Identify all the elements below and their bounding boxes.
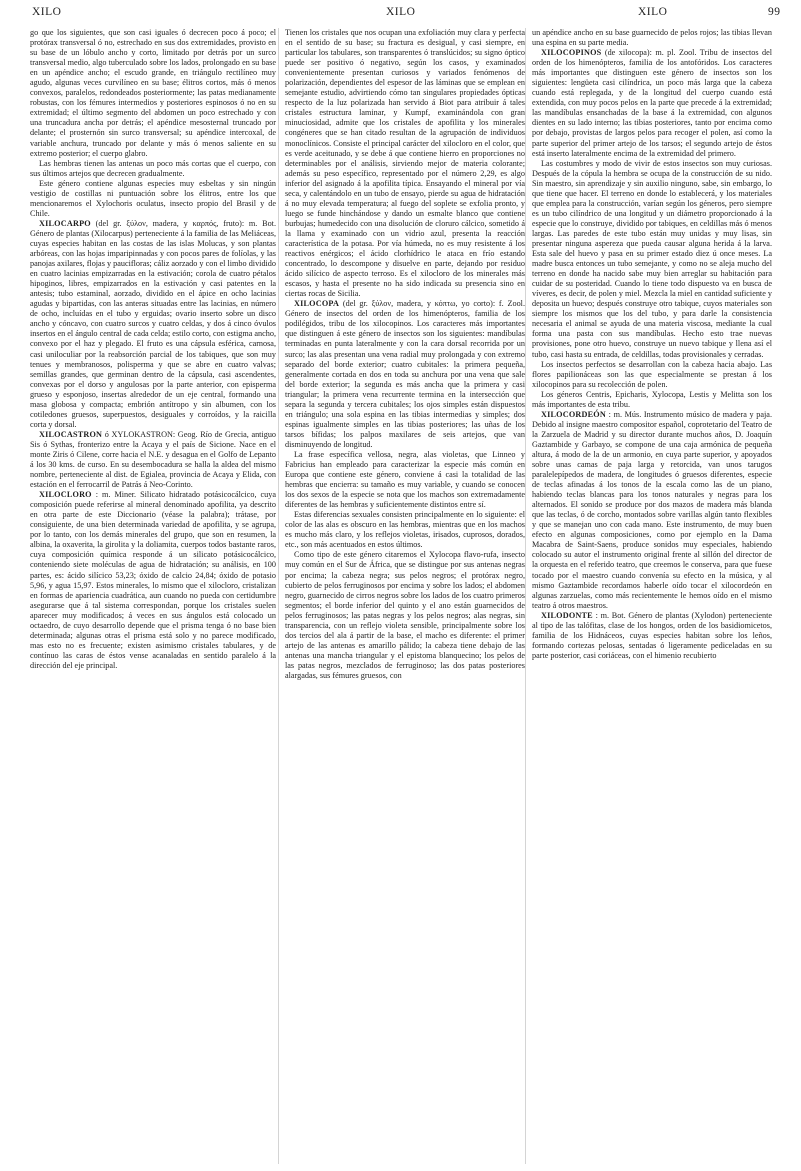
running-head-right: XILO xyxy=(638,6,668,18)
entry-text: un apéndice ancho en su base guarnecido de pelos rojos; las tibias llevan una espina en su parte media. xyxy=(532,28,772,48)
entry-text: La frase específica vellosa, negra, alas violetas, que Linneo y Fabricius han empleado para caracterizar la especie más común en Europa que contiene este género, conviene á casi la totalidad de las hembras que encierra: su tamaño es muy variable, y cuando se conocen los dos sexos de la especie se nota que los machos son extremadamente diferentes de las hembras y suficientemente distintos entre sí. xyxy=(285,449,525,510)
paragraph xyxy=(285,510,525,550)
dictionary-entry xyxy=(532,410,772,611)
entry-text: Este género contiene algunas especies muy esbeltas y sin ningún vestigio de costillas ni puntuación sobre los élitros, entre los que mencionaremos el Xylochoris oculatus, insecto propio del Brasil y de Chile. xyxy=(30,178,276,218)
dictionary-entry xyxy=(532,611,772,661)
entry-text: Las hembras tienen las antenas un poco más cortas que el cuerpo, con sus últimos artejos que decrecen gradualmente. xyxy=(30,158,276,178)
paragraph xyxy=(532,28,772,48)
paragraph xyxy=(30,159,276,179)
entry-text: (del gr. ξύλον, madera, y κόπτω, yo corto): f. Zool. Género de insectos del orden de los himenópteros, familia de los podilégidos, tribu de los xilocopinos. Los caracteres más importantes que distinguen á este género de insectos son los siguientes: mandíbulas terminadas en punta lateralmente y con la cara dorsal recorrida por un surco; las alas presentan una vena radial muy prolongada y con extremo separado del borde exterior; cuatro cubitales: la primera pequeña, generalmente cortada en dos en toda su anchura por una vena que sale del borde exterior; la segunda es más ancha que la primera y casi triangular; la primera vena recurrente termina en la intersección que separa la segunda y tercera cubitales; los ojos simples están dispuestos en triángulo; una sola espina en las tibias intermedias y simples; dos espinas igualmente simples en las tibias posteriores; las uñas de los tarsos bífidas; los palpos maxilares de seis artejos, que van disminuyendo de longitud. xyxy=(285,299,525,449)
entry-text: Las costumbres y modo de vivir de estos insectos son muy curiosas. Después de la cópula la hembra se ocupa de la construcción de su nido. Sin maestro, sin aprendizaje y sin auxilio ninguno, sabe, sin embargo, lo que tiene que hacer. El terreno en donde lo establecerá, y los materiales que emplea para la construcción, varían según los géneros, pero siempre es un tubo cilíndrico de una longitud y un diámetro proporcionado á la especie que lo construye, dividido por tabiques, en celdillas más ó menos largas. Las paredes de este tubo están muy unidas y muy lisas, sin presentar ninguna aspereza que pueda causar alguna herida á la larva. Esta sale del huevo y pasa en su primer estado diez ú once meses. La madre busca entonces un tubo semejante, y como no se aleja mucho del terreno en donde ha nacido sabe muy bien arreglar su habitación para cuidar de su posteridad. Cuando lo tiene todo dispuesto va en busca de víveres, es decir, de polen y miel. Mezcla la miel en cantidad suficiente y deposita un huevo; después construye otro tabique, cuyos materiales son siempre los mismos que los del tubo, y para darle la consistencia necesaria el animal se ayuda de una materia viscosa, mediante la cual forma una pasta con sus mandíbulas. Hecho esto trae nuevas provisiones, pone otro huevo, construye un nuevo tabique y llena así el tubo, casi hasta su entrada, de celdillas, todas provisionales y cerradas. xyxy=(532,158,772,359)
entry-headword: XILOCLORO xyxy=(39,490,92,500)
paragraph xyxy=(30,179,276,219)
running-head-left: XILO xyxy=(32,6,62,18)
entry-text: ó XYLOKASTRON: Geog. Río de Grecia, antiguo Sis ó Sythas, fronterizo entre la Acaya y el país de Sicione. Nace en el monte Ziris ó Cilene, corre hacia el N.E. y desagua en el Golfo de Lepanto á los 30 kms. de curso. En su desembocadura se halla la aldea del mismo nombre, perteneciente al dist. de Egialea, provincia de Acaya y Elida, con estación en el ferrocarril de Patrás á Neo-Corinto. xyxy=(30,429,276,490)
running-head-middle: XILO xyxy=(386,6,416,18)
entry-text: Como tipo de este género citaremos el Xylocopa flavo-rufa, insecto muy común en el Sur de África, que se distingue por sus antenas negras por encima; la cabeza negra; sus pelos negros; el protórax negro, cubierto de pelos ferruginosos por encima y sobre los lados; el abdomen negro, guarnecido de cirros negros sobre los lados de los cuatro primeros segmentos; el borde inferior del quinto y el ano están guarnecidos de pelos ferruginosos; las patas negras y los pelos negros; alas negras, sin transparencia, con un reflejo violeta sensible, principalmente sobre los dos tercios del ala á partir de la base, el macho es diferente: el primer artejo de las antenas es amarillo pálido; la cabeza tiene debajo de las antenas una mancha triangular y el epistoma blanquecino; los pelos de las patas negros, mezclados de ferruginoso; las dos patas posteriores alargadas, sus fémures gruesos, con xyxy=(285,550,525,680)
entry-text: : m. Miner. Silicato hidratado potásicocálcico, cuya composición puede referirse al mineral denominado apofilita, ya descrito en otra parte de este Diccionario (véase la palabra); trátase, por consiguiente, de una bien determinada variedad de apofilita, y se agrupa, por lo tanto, con los demás minerales del grupo, que son en resumen, la albina, la oxaverita, la girolita y la doliamita, cuerpos todos bastante raros, cuya composición química responde á un silicato potásicocálcico, conteniendo siete moléculas de agua de hidratación; su análisis, en 100 partes, es: ácido silícico 53,23; óxido de calcio 24,84; óxido de potasio 5,96, y agua 15,97. Estos minerales, lo mismo que el xilocloro, cristalizan en formas de apariencia cuadrática, aun cuando no pueda con certidumbre asegurarse que á tal sistema correspondan, porque los cristales suelen aparecer muy modificados; á veces en sus ángulos está colocado un octaedro, de cuyo desarrollo depende que el prisma tenga ó no base bien determinada; algunas otras el prisma está solo y no parece modificado, mas esto no es frecuente; existen asimismo cristales tabulares, y de contínuo las caras de éstos vense acanaladas en sentido paralelo á la dirección del eje principal. xyxy=(30,490,276,670)
entry-headword: XILOCOPINOS xyxy=(541,48,602,58)
paragraph xyxy=(285,28,525,299)
paragraph xyxy=(532,360,772,390)
entry-text: : m. Bot. Género de plantas (Xylodon) perteneciente al tipo de las talófitas, clase de los hongos, orden de los basidiomicetos, familia de los Hidnáceos, cuyas especies habitan sobre los leños, formando cortezas pelosas, sentadas ó ligeramente pediceladas en su parte posterior, casi coriáceas, con el himenio recubierto xyxy=(532,610,772,660)
paragraph xyxy=(532,159,772,360)
entry-headword: XILOCARPO xyxy=(39,218,91,228)
entry-headword: XILOCORDEÓN xyxy=(541,409,606,419)
dictionary-entry xyxy=(30,490,276,671)
column-2 xyxy=(278,28,525,1164)
column-1 xyxy=(30,28,276,1164)
paragraph xyxy=(532,390,772,410)
entry-text: : m. Mús. Instrumento músico de madera y paja. Debido al insigne maestro compositor español, coprotetario del Teatro de la Zarzuela de Madrid y su director durante muchos años, D. Joaquín Gaztambide y Garbayo, se compone de una caja armónica de pequeña altura, á modo de la de un armonio, en cuya parte superior, y apoyados sobre unas camas de paja larga y retorcida, van unos tarugos paralelepípedos de madera, de longitudes ó gruesos diferentes, especie de teclas afinadas á los tonos de la escala como las de un piano, habiendo teclas blancas para los tonos naturales y negras para los alternados. El sonido se produce por dos mazos de madera más blanda que las teclas, ó de corcho, montados sobre varillas algún tanto flexibles y que se manejan uno con cada mano. Este instrumento, de muy buen efecto en algunas composiciones, como por ejemplo en la Dama Macabra de Saint-Saens, produce sonidos muy especiales, habiendo colocado su autor el instrumento original frente al sillón del director de la orquesta en el referido teatro, que creemos le conserva, para que fuese tocado por el maestro cuando convenía su efecto en la música, y al mismo Gaztambide recordamos haberle oído tocar el xilocordeón en algunas zarzuelas, como más recientemente le hemos oído en el mismo teatro á otros maestros. xyxy=(532,409,772,610)
entry-text: Tienen los cristales que nos ocupan una exfoliación muy clara y perfecta en el sentido de su base; su fractura es desigual, y casi siempre, en particular los tabulares, son transparentes ó translúcidos; su signo óptico puede ser positivo ó negativo, según los casos, y examinados convenientemente presentan curiosos y variados fenómenos de polarización, dependientes del espesor de las láminas que se emplean en semejante estudio, advirtiendo cómo tan singulares propiedades ópticas respecto de la luz polarizada han servido á Biot para atribuir á tales cristales estructura laminar, y Kumpf, examinándola con gran minuciosidad, admite que los cristales de apofilita y los minerales congéneres que se han citado resultan de la agrupación de individuos monoclínicos. Consiste el principal carácter del xilocloro en el color, que es verde aceitunado, y se debe á que contiene hierro en proporciones no determinables por el análisis, sirviendo mejor de materia colorante; además su peso específico, representado por el número 2,29, es algo inferior del asignado á la apofilita típica. Ensayando el mineral por vía seca, y calentándolo en un tubo de ensayo, pierde su agua de hidratación á no muy elevada temperatura; al fuego del soplete se exfolia pronto, y luego se funde hinchándose y dando un esmalte blanco que contiene burbujas; humedecido con una disolución de cloruro cálcico, sometido á la llama y examinado con un vidrio azul, presenta la reacción característica de la potasa. Por vía húmeda, no es muy resistente á los reactivos enérgicos; el ácido clorhídrico le ataca en frío estando concentrado, lo descompone y disuelve en parte, dejando por residuo ácido silícico de aspecto terroso. Es el xilocloro de los minerales más escasos, y hasta el presente no ha sido indicada su presencia sino en ciertas rocas de Sicilia. xyxy=(285,28,525,299)
column-3 xyxy=(525,28,772,1164)
entry-text: (de xilocopa): m. pl. Zool. Tribu de insectos del orden de los himenópteros, familia de los antofóridos. Los caracteres más importantes que distinguen este género de insectos son los siguientes: lengüeta casi cilíndrica, un poco más larga que la cabeza cuando está replegada, y de la longitud del cuerpo cuando está extendida, con muy pocos pelos en la parte que precede á la extremidad; las mandíbulas ensanchadas de la base á la extremidad, con algunos dientes en su lado interno; las tibias posteriores, tanto por encima como por debajo, provistas de largos pelos para recoger el polen, así como la parte superior del primer artejo de los tarsos; el segundo artejo de éstos está inserto lateralmente encima de la extremidad del primero. xyxy=(532,48,772,158)
entry-text: Los insectos perfectos se desarrollan con la cabeza hacia abajo. Las flores papilionáceas son las que especialmente se prestan á los xilocopinos para su recolección de polen. xyxy=(532,359,772,389)
dictionary-entry xyxy=(285,299,525,450)
entry-text: (del gr. ξύλον, madera, y καρπός, fruto): m. Bot. Género de plantas (Xilocarpus) perteneciente á la familia de las Meliáceas, cuyas especies habitan en las costas de las islas Molucas, y son plantas arbóreas, con las hojas imparipinnadas y con pocos pares de folíolas, y las panojas axilares, flojas y paucifloras; cáliz aorzado y con el limbo dividido en cuatro lacinias empizarradas en la estivación; corola de cuatro pétalos hipoginos, libres, empizarrados en la estivación y casi patentes en la antesis; tubo estaminal, aorzado, dividido en el ápice en ocho lacinias agudas y bipartidas, con las anteras situadas entre las lacinias, en número de ocho, incluídas en el tubo y erguidas; ovario inserto sobre un disco ancho y cóncavo, con cuatro surcos y cuatro celdas, y dos á cinco óvulos insertos en el ángulo central de cada celda; estilo corto, con estigma ancho, convexo por el haz y plegado. El fruto es una cápsula esférica, carnosa, casi uniloculiar por la reabsorción parcial de los tabiques, que son muy tenues y membranosos, polisperma y que se abre en cuatro valvas; semillas grandes, que germinan dentro de la cápsula, casi ascendentes, convexas por el dorso y angulosas por la parte anterior, con episperma grueso y esponjoso, insertas alrededor de un eje central, formando una masa globosa y compacta; embrión antítropo y sin albumen, con los cotiledones gruesos, superpuestos, desiguales y corroídos, y la raicilla corta y dorsal. xyxy=(30,218,276,429)
paragraph xyxy=(285,450,525,510)
dictionary-entry xyxy=(30,219,276,430)
entry-text: Estas diferencias sexuales consisten principalmente en lo siguiente: el color de las alas es obscuro en las hembras, mientras que en los machos es mucho más claro, y los reflejos violetas, irisados, cuprosos, dorados, etc., son más acentuados en estos últimos. xyxy=(285,510,525,550)
entry-headword: XILODONTE xyxy=(541,610,593,620)
entry-text: go que los siguientes, que son casi iguales ó decrecen poco á poco; el protórax transversal ó no, estrechado en sus dos extremidades, provisto en su base de un lóbulo ancho y corto, limitado por detrás por un surco transversal medio, algo tuberculado sobre los lados, prolongado en su base en un apéndice ancho; el escudo grande, en triángulo rectilíneo muy agudo, algunas veces curvilíneo en su base; élitros cortos, más ó menos convexos, paralelos, redondeados posteriormente; las patas medianamente robustas, con los fémures intermedios y posteriores espinosos ó no en su extremidad; el último segmento del abdomen un poco estrechado y con una truncadura ancha por detrás; el apéndice mesosternal truncado por delante; el prosternón sin surco transversal; su apéndice intercoxal, de variable anchura, truncado por delante y más ó menos saliente en su extremo posterior; el cuerpo glabro. xyxy=(30,28,276,158)
entry-text: Los géneros Centris, Epicharis, Xylocopa, Lestis y Melitta son los más importantes de esta tribu. xyxy=(532,389,772,409)
dictionary-entry xyxy=(532,48,772,159)
paragraph xyxy=(285,550,525,681)
paragraph xyxy=(30,28,276,159)
entry-headword: XILOCOPA xyxy=(294,299,340,309)
entry-headword: XILOCASTRON xyxy=(39,429,103,439)
dictionary-entry xyxy=(30,430,276,490)
page-number: 99 xyxy=(768,6,781,18)
page-header xyxy=(0,6,801,24)
